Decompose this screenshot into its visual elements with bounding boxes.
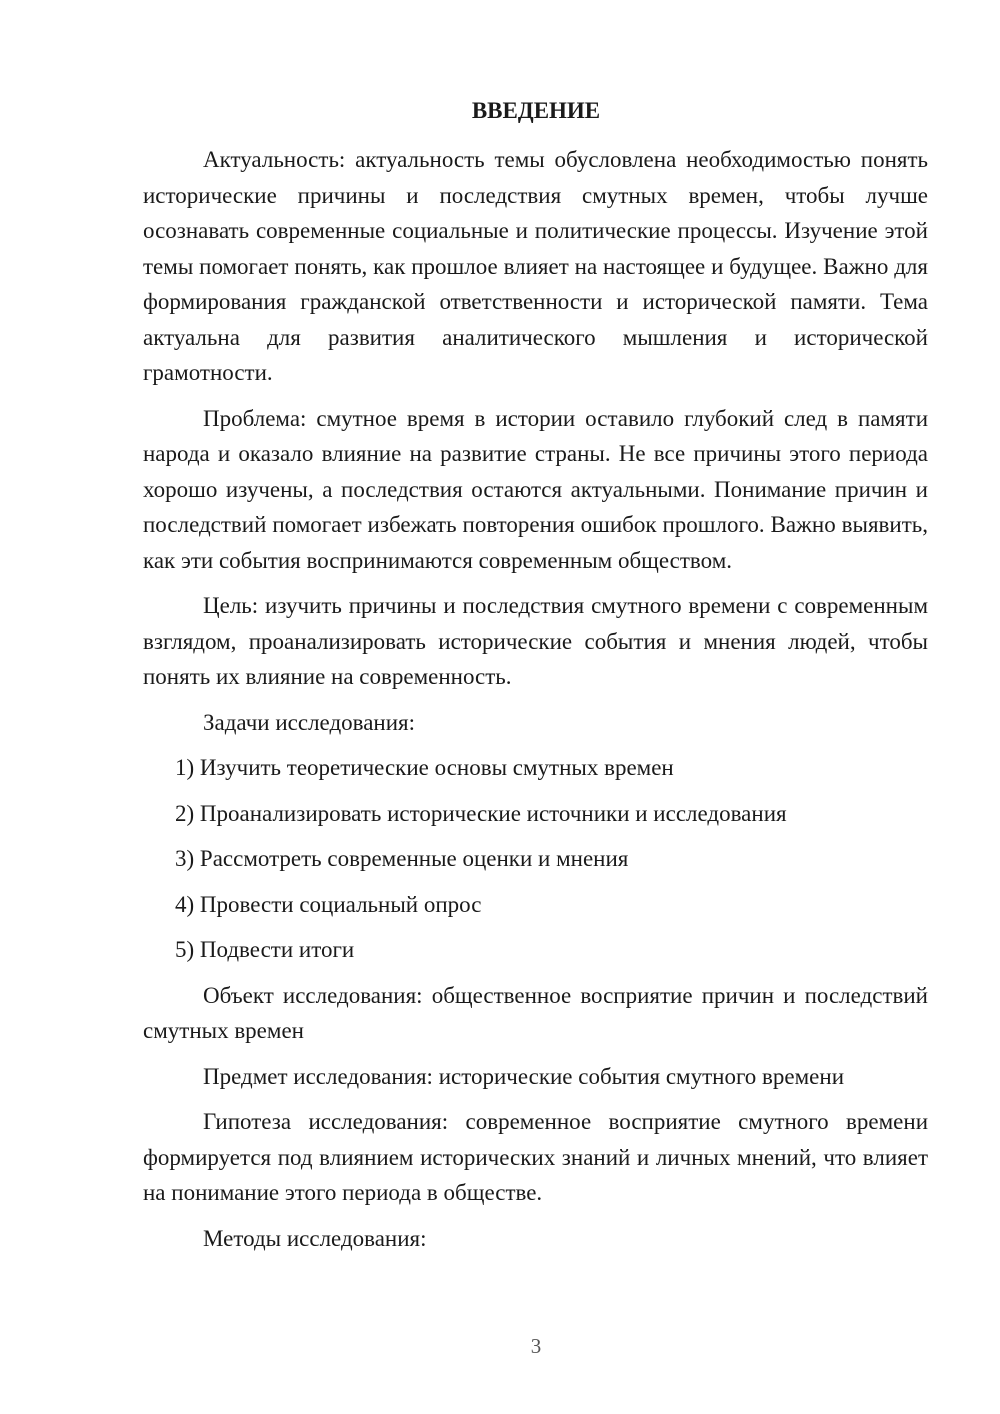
page-number: 3 bbox=[530, 1334, 542, 1358]
list-item: 4) Провести социальный опрос bbox=[175, 891, 482, 917]
page-title: ВВЕДЕНИЕ bbox=[471, 98, 601, 123]
paragraph-hypothesis: Гипотеза исследования: современное восприятие смутного времени формируется под влиянием исторических знаний и личных мнений, что влияет на понимание этого периода в обществе. bbox=[143, 1109, 928, 1205]
paragraph-goal: Цель: изучить причины и последствия смутного времени с современным взглядом, проанализировать исторические события и мнения людей, чтобы понять их влияние на современность. bbox=[143, 593, 928, 689]
list-item: 2) Проанализировать исторические источники и исследования bbox=[175, 800, 787, 826]
tasks-heading: Задачи исследования: bbox=[203, 709, 416, 735]
paragraph-relevance: Актуальность: актуальность темы обусловлена необходимостью понять исторические причины и последствия смутных времен, чтобы лучше осознавать современные социальные и политические процессы. Изучение этой темы помогает понять, как прошлое влияет на настоящее и будущее. Важно для формирования гражданской ответственности и исторической памяти. Тема актуальна для развития аналитического мышления и исторической грамотности. bbox=[143, 147, 928, 385]
paragraph-subject: Предмет исследования: исторические события смутного времени bbox=[203, 1063, 845, 1089]
document-body bbox=[143, 142, 928, 1266]
methods-heading: Методы исследования: bbox=[203, 1225, 427, 1251]
paragraph-problem: Проблема: смутное время в истории оставило глубокий след в памяти народа и оказало влияние на развитие страны. Не все причины этого периода хорошо изучены, а последствия остаются актуальными. Понимание причин и последствий помогает избежать повторения ошибок прошлого. Важно выявить, как эти события воспринимаются современным обществом. bbox=[143, 405, 928, 573]
list-item: 3) Рассмотреть современные оценки и мнения bbox=[175, 846, 629, 871]
tasks-list bbox=[143, 750, 928, 968]
paragraph-object: Объект исследования: общественное восприятие причин и последствий смутных времен bbox=[143, 982, 928, 1043]
list-item: 1) Изучить теоретические основы смутных времен bbox=[175, 755, 674, 780]
list-item: 5) Подвести итоги bbox=[175, 937, 355, 962]
